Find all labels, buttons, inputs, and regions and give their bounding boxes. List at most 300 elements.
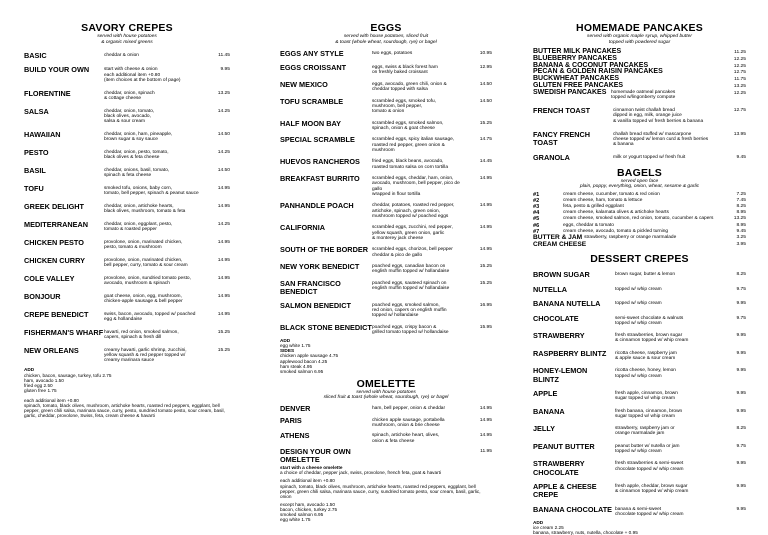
menu-item <box>24 131 230 142</box>
bagel-description: cream cheese, smoked salmon, red onion, tomato, cucumber & capers <box>563 216 714 222</box>
item-description: cheddar, onion, eggplant, pesto, tomato & roasted pepper <box>104 221 173 232</box>
item-description: topped w/ whip cream <box>615 286 662 292</box>
item-price: 9.95 <box>736 350 746 356</box>
bagel-number: #7 <box>533 228 540 235</box>
menu-item <box>24 203 230 214</box>
item-name: FISHERMAN'S WHARF <box>24 327 104 337</box>
item-name: COLE VALLEY <box>24 273 75 283</box>
menu-item <box>533 300 746 308</box>
item-name: SOUTH OF THE BORDER <box>280 245 368 255</box>
item-price: 14.95 <box>479 405 492 411</box>
pancakes-column <box>533 0 746 535</box>
item-price: 9.75 <box>736 286 746 292</box>
omelette-meat-title: except ham, avocado 1.50 <box>280 501 335 507</box>
item-name: FLORENTINE <box>24 88 71 98</box>
savory-crepes-subtitle-2: & organic mixed greens <box>101 39 153 45</box>
item-price: 15.95 <box>479 324 492 330</box>
item-price: 9.75 <box>736 443 746 449</box>
note-line: egg white 1.75 <box>280 517 311 523</box>
menu-item <box>533 315 746 326</box>
menu-item <box>533 107 746 124</box>
item-description: fresh banana, cinnamon, brown sugar topped w/ whip cream <box>615 408 683 419</box>
bagel-price: 7.45 <box>736 197 746 203</box>
item-price: 9.45 <box>736 155 746 161</box>
item-price: 13.95 <box>733 131 746 137</box>
bagel-cream-cheese <box>533 242 746 249</box>
bagel-butter-jam-desc: strawberry, raspberry or orange marmalade <box>584 235 677 241</box>
item-name: NEW ORLEANS <box>24 345 79 355</box>
dessert-add-list <box>533 525 746 535</box>
item-description: cheddar & onion <box>104 52 139 58</box>
pancake-description: homemade oatmeal pancakes topped w/lingonberry compote <box>611 89 676 100</box>
item-name: SPECIAL SCRAMBLE <box>280 135 355 145</box>
menu-item <box>280 448 492 464</box>
pancake-name: PECAN & GOLDEN RAISIN PANCAKES <box>533 68 663 76</box>
bagel-description: feta, pesto & grilled eggplant <box>563 204 624 210</box>
item-name: SAN FRANCISCO BENEDICT <box>280 278 341 297</box>
menu-item <box>280 98 492 115</box>
note-line: applewood bacon 4.25 <box>280 358 328 364</box>
item-description: cheddar, onion, pesto, tomato, black olives & feta cheese <box>104 149 169 160</box>
item-name: DENVER <box>280 403 311 413</box>
item-name: CHOCOLATE <box>533 313 579 323</box>
menu-item <box>280 175 492 197</box>
pancakes-subtitle: served with organic maple syrup, whipped butter <box>587 34 692 39</box>
note-line: ham steak 4.95 <box>280 363 313 369</box>
bagel-description: cream cheese, cucumber, tomato & red onion <box>563 191 660 197</box>
item-name: RASPBERRY BLINTZ <box>533 348 607 358</box>
item-name: PEANUT BUTTER <box>533 441 595 451</box>
item-description: poached eggs, smoked salmon, red onion, capers on english muffin topped w/ hollandaise <box>372 302 447 319</box>
item-description: scrambled eggs, cheddar, ham, onion, avocado, mushroom, bell pepper, pico de gallo wrapped in flour tortilla <box>372 176 460 197</box>
item-description: two eggs, potatoes <box>372 51 413 57</box>
item-description: scrambled eggs, zucchini, red pepper, yellow squash, green onion, garlic & monterey jack cheese <box>372 225 453 241</box>
menu-item <box>533 332 746 343</box>
menu-item <box>533 443 746 454</box>
item-price: 9.95 <box>736 506 746 512</box>
item-price: 14.95 <box>479 225 492 231</box>
item-name: BANANA CHOCOLATE <box>533 504 613 514</box>
item-description: cheddar, onions, basil, tomato, spinach & feta cheese <box>104 167 170 178</box>
bagel-butter-jam-name: BUTTER & JAM <box>533 234 583 242</box>
item-description: provolone, onion, sundried tomato pesto, avocado, mushroom & spinach <box>104 275 191 286</box>
menu-item <box>24 293 230 304</box>
item-name: EGGS CROISSANT <box>280 62 347 72</box>
pancake-name: GLUTEN FREE PANCAKES <box>533 81 624 89</box>
omelette-own-block <box>280 465 492 522</box>
item-price: 9.95 <box>736 333 746 339</box>
item-price: 14.25 <box>217 149 230 155</box>
bagel-price: 9.45 <box>736 228 746 234</box>
menu-item <box>280 136 492 153</box>
item-name: BUILD YOUR OWN <box>24 65 90 75</box>
menu-item <box>533 506 746 517</box>
menu-item <box>280 432 492 443</box>
item-description: provolone, onion, marinated chicken, bell pepper, curry, tomato & sour cream <box>104 257 188 268</box>
item-price: 8.25 <box>736 426 746 432</box>
note-line: smoked salmon 6.95 <box>280 368 324 374</box>
item-name: BROWN SUGAR <box>533 270 590 280</box>
pancakes-subtitle-2: topped with powdered sugar <box>608 39 671 45</box>
item-price: 14.95 <box>479 247 492 253</box>
item-price: 14.95 <box>217 239 230 245</box>
omelette-title: OMELETTE <box>356 377 416 390</box>
menu-item <box>24 347 230 364</box>
menu-item <box>533 131 746 148</box>
savory-add-list <box>24 373 230 393</box>
item-description: fresh strawberries & semi-sweet chocolate topped w/ whip cream <box>615 461 684 472</box>
item-price: 14.95 <box>217 185 230 191</box>
menu-item <box>280 202 492 219</box>
item-description: poached eggs, canadian bacon on english muffin topped w/ hollandaise <box>372 264 450 275</box>
omelette-list <box>280 405 492 464</box>
eggs-subtitle: served with house potatoes, sliced fruit <box>343 34 429 39</box>
menu-item <box>24 52 230 60</box>
item-price: 14.95 <box>217 275 230 281</box>
bagel-price: 8.95 <box>736 222 746 228</box>
item-description: chicken apple sausage, portabella mushroom, onion & brie cheese <box>372 418 445 429</box>
bagel-description: cream cheese, ham, tomato & lettuce <box>563 197 643 203</box>
bagel-price: 13.25 <box>733 216 746 222</box>
bagel-cream-cheese-name: CREAM CHEESE <box>533 240 587 248</box>
item-price: 14.75 <box>479 137 492 143</box>
item-description: cheddar, onion, ham, pineapple, brown sugar & soy sauce <box>104 131 173 142</box>
item-description: cinnamon twist challah bread dipped in egg, milk, orange juice & vanilla topped w/ fresh berries & banana <box>613 108 704 124</box>
item-price: 14.50 <box>217 131 230 137</box>
bagel-description: cream cheese, avocado, tomato & pickled turning <box>563 228 669 234</box>
item-name: PARIS <box>280 416 302 426</box>
omelette-extra-title: each additional item +0.80 <box>280 478 335 484</box>
item-name: MEDITERRANEAN <box>24 219 89 229</box>
note-line: banana, strawberry, nuts, nutella, chocolate + 0.95 <box>533 530 638 535</box>
pancake-name: SWEDISH PANCAKES <box>533 88 607 96</box>
item-price: 15.25 <box>479 264 492 270</box>
pancake-item <box>533 90 746 100</box>
menu-item <box>24 108 230 125</box>
savory-crepes-subtitle: served with house potatoes <box>97 34 157 39</box>
bagel-price: 8.25 <box>736 204 746 210</box>
menu-item <box>24 275 230 286</box>
menu-item <box>24 167 230 178</box>
item-name: CREPE BENEDICT <box>24 309 89 319</box>
item-name: NEW YORK BENEDICT <box>280 262 360 272</box>
item-description: cheddar, onion, artichoke hearts, black olives, mushroom, tomato & feta <box>104 203 186 214</box>
item-description: cheddar, onion, tomato, black olives, avocado, salsa & sour cream <box>104 108 155 124</box>
menu-item <box>24 90 230 101</box>
item-name: NEW MEXICO <box>280 79 328 89</box>
note-line: egg white 1.75 <box>280 343 311 349</box>
pancake-price: 12.25 <box>733 90 746 96</box>
item-name: TOFU <box>24 183 44 193</box>
pancake-price: 12.25 <box>733 56 746 62</box>
item-description: fresh strawberries, brown sugar & cinnamon topped w/ whip cream <box>615 333 689 344</box>
item-price: 14.50 <box>217 167 230 173</box>
item-description: ricotta cheese, raspberry jam & apple sauce & sour cream <box>615 350 677 361</box>
menu-item <box>533 367 746 383</box>
item-price: 14.95 <box>217 293 230 299</box>
item-description: brown sugar, butter & lemon <box>615 272 675 278</box>
menu-item <box>280 324 492 335</box>
menu-item <box>533 425 746 436</box>
omelette-extra-text: spinach, tomato, black olives, mushroom, artichoke hearts, roasted red peppers, eggplant, bell pepper, green chili salsa, marinara sauce, curry, sundried tomato pesto, sour cream, basil, garlic, onion <box>280 483 481 499</box>
omelette-meat-list <box>280 507 492 522</box>
bagel-description: eggs, cheddar & tomato <box>563 222 614 228</box>
item-name: PESTO <box>24 147 49 157</box>
savory-crepes-column <box>24 0 230 418</box>
item-price: 10.95 <box>479 51 492 57</box>
eggs-column <box>280 0 492 522</box>
menu-item <box>280 302 492 319</box>
savory-add-block <box>24 367 230 418</box>
bagel-cream-cheese-price: 3.95 <box>736 241 746 247</box>
menu-item <box>280 246 492 257</box>
eggs-add-label: ADD <box>280 338 291 344</box>
item-name: BANANA NUTELLA <box>533 299 601 309</box>
item-price: 15.25 <box>479 120 492 126</box>
bagel-number: #3 <box>533 204 540 211</box>
bagel-number: #5 <box>533 216 540 223</box>
menu-item <box>24 185 230 196</box>
item-description <box>372 448 470 449</box>
item-description: provolone, onion, marinated chicken, pesto, tomato & mushroom <box>104 239 183 250</box>
pancake-name: BLUEBERRY PANCAKES <box>533 54 617 62</box>
item-price: 12.75 <box>733 108 746 114</box>
bagel-price: 7.25 <box>736 191 746 197</box>
item-name: TOFU SCRAMBLE <box>280 96 344 106</box>
item-price: 12.95 <box>479 64 492 70</box>
item-description: eggs, swiss & black forest ham on freshly baked croissant <box>372 64 438 76</box>
item-name: GREEK DELIGHT <box>24 201 84 211</box>
item-price: 8.25 <box>736 272 746 278</box>
menu-item <box>24 257 230 268</box>
item-name: STRAWBERRY <box>533 331 585 341</box>
pancake-name: BUCKWHEAT PANCAKES <box>533 75 620 83</box>
omelette-subtitle-2: sliced fruit & toast (whole wheat, sourdough, rye) or bagel <box>323 395 449 401</box>
item-name: APPLE <box>533 388 558 398</box>
menu-item <box>280 64 492 75</box>
item-name: SALMON BENEDICT <box>280 300 351 310</box>
item-description: banana & semi-sweet chocolate topped w/ whip cream <box>615 506 684 517</box>
item-name: FRENCH TOAST <box>533 106 591 116</box>
item-name: ATHENS <box>280 431 310 441</box>
menu-item <box>533 286 746 294</box>
pancake-items-list <box>533 107 746 162</box>
item-price: 9.95 <box>736 461 746 467</box>
menu-item <box>533 350 746 361</box>
item-name: BASIL <box>24 165 46 175</box>
item-price: 14.95 <box>479 433 492 439</box>
item-description: cheddar, potatoes, roasted red pepper, artichoke, spinach, green onion, mushroom topped w/ poached eggs <box>372 203 455 219</box>
bagel-number: #6 <box>533 222 540 229</box>
menu-item <box>280 224 492 241</box>
item-price: 16.95 <box>479 302 492 308</box>
item-price: 9.95 <box>736 368 746 374</box>
item-name: CALIFORNIA <box>280 223 325 233</box>
item-name: BLACK STONE BENEDICT <box>280 322 372 332</box>
note-line: bacon, chicken, turkey 2.75 <box>280 506 338 512</box>
item-description: smoked tofu, onions, baby corn, tomato, bell pepper, spinach & peanut sauce <box>104 185 199 196</box>
eggs-sides-list <box>280 353 492 373</box>
menu-item <box>533 390 746 401</box>
item-name: BONJOUR <box>24 291 61 301</box>
savory-extra-title: each additional item +0.80 <box>24 397 79 403</box>
note-line: chicken apple sausage 4.75 <box>280 353 339 359</box>
item-description: scrambled eggs, chorizos, bell pepper cheddar & pico de gallo <box>372 247 453 258</box>
item-price: 9.75 <box>736 315 746 321</box>
dessert-crepes-list <box>533 271 746 517</box>
bagel-number: #2 <box>533 197 540 204</box>
item-name: STRAWBERRY CHOCOLATE <box>533 459 585 477</box>
dessert-crepes-title: DESSERT CREPES <box>590 253 689 266</box>
item-name: BREAKFAST BURRITO <box>280 174 360 184</box>
item-price: 11.95 <box>480 448 492 454</box>
item-description: goat cheese, onion, egg, mushroom, chicken-apple sausage & bell pepper <box>104 293 183 304</box>
item-name: HONEY-LEMON BLINTZ <box>533 366 588 384</box>
menu-item <box>280 81 492 92</box>
item-price: 9.95 <box>220 67 230 73</box>
bagels-list <box>533 192 746 235</box>
menu-item <box>533 154 746 162</box>
item-price: 14.50 <box>479 98 492 104</box>
menu-item <box>533 408 746 419</box>
note-line: ham, avocado 1.50 <box>24 377 64 383</box>
item-description: semi-sweet chocolate & walnuts topped w/ whip cream <box>615 315 684 326</box>
pancake-price: 13.25 <box>733 83 746 89</box>
menu-item <box>24 311 230 322</box>
dessert-add-label: ADD <box>533 519 544 525</box>
omelette-own-line2: a choice of cheddar, pepper jack, swiss, provolone, french feta, goat & havarti <box>280 470 442 476</box>
item-price: 9.95 <box>736 408 746 414</box>
item-description: challah bread stuffed w/ mascarpone cheese topped w/ lemon curd & fresh berries & banana <box>613 131 709 148</box>
omelette-subtitle: served with house potatoes <box>356 389 416 395</box>
item-price: 14.95 <box>479 418 492 424</box>
item-price: 13.25 <box>217 90 230 96</box>
menu-item <box>280 263 492 274</box>
item-description: fresh apple, cinnamon, brown sugar topped w/ whip cream <box>615 390 678 402</box>
item-description: fried eggs, black beans, avocado, roasted tomato salsa on corn tortilla <box>372 159 448 170</box>
bagel-description: cream cheese, kalamata olives & artichoke hearts <box>563 210 669 216</box>
item-name: CHICKEN PESTO <box>24 237 84 247</box>
menu-item <box>24 329 230 340</box>
item-name: DESIGN YOUR OWN OMELETTE <box>280 446 351 465</box>
item-description: eggs, avocado, green chili, onion & cheddar topped with salsa <box>372 81 447 92</box>
item-price: 14.95 <box>479 203 492 209</box>
dessert-add-block <box>533 520 746 535</box>
eggs-subtitle-2: & toast (whole wheat, sourdough, rye) or bagel <box>335 39 437 45</box>
item-price: 9.95 <box>736 301 746 307</box>
item-price: 11.45 <box>218 52 230 58</box>
menu-item <box>280 120 492 131</box>
item-price: 14.25 <box>217 108 230 114</box>
pancake-price: 12.75 <box>733 70 746 76</box>
note-line: chicken, bacon, sausage, turkey, tofu 2.75 <box>24 372 112 378</box>
item-description: scrambled eggs, spicy italian sausage, roasted red pepper, green onion & mushroom <box>372 137 455 153</box>
item-description: poached eggs, crispy bacon & grilled tomato topped w/ hollandaise <box>372 324 449 335</box>
item-description: scrambled eggs, smoked tofu, mushroom, bell pepper, tomato & onion <box>372 98 436 114</box>
pancake-price: 11.75 <box>734 77 746 83</box>
note-line: smoked salmon 6.95 <box>280 512 324 517</box>
savory-crepes-list <box>24 52 230 364</box>
item-description: havarti, red onion, smoked salmon, capers, spinach & fresh dill <box>104 329 179 340</box>
item-description: strawberry, raspberry jam or orange marmalade jam <box>615 426 675 437</box>
item-name: JELLY <box>533 424 556 434</box>
item-price: 14.45 <box>479 159 492 165</box>
item-description: milk or yogurt topped w/ fresh fruit <box>613 155 686 161</box>
menu-item <box>24 239 230 250</box>
menu-item <box>280 280 492 296</box>
menu-item <box>533 460 746 476</box>
item-price: 15.25 <box>479 280 492 286</box>
item-price: 9.95 <box>736 483 746 489</box>
item-description: scrambled eggs, smoked salmon, spinach, onion & goat cheese <box>372 120 444 131</box>
item-description: ricotta cheese, honey, lemon topped w/ whip cream <box>615 368 676 379</box>
item-description: peanut butter w/ nutella or jam topped w/ whip cream <box>615 443 680 454</box>
item-name: HUEVOS RANCHEROS <box>280 157 360 167</box>
menu-item <box>280 405 492 413</box>
item-name: BANANA <box>533 406 565 416</box>
menu-item <box>24 221 230 232</box>
item-price: 14.95 <box>479 176 492 182</box>
item-price: 14.25 <box>217 221 230 227</box>
note-line: ice cream 2.25 <box>533 525 564 531</box>
savory-crepes-title: SAVORY CREPES <box>81 22 173 34</box>
note-line: gluten free 1.75 <box>24 387 57 393</box>
bagel-price: 8.95 <box>736 210 746 216</box>
pancake-price: 12.25 <box>733 63 746 69</box>
menu-item <box>24 149 230 160</box>
item-description: spinach, artichoke heart, olives, onion & feta cheese <box>372 433 440 444</box>
item-name: GRANOLA <box>533 153 570 163</box>
item-price: 9.95 <box>736 390 746 396</box>
item-name: CHICKEN CURRY <box>24 255 85 265</box>
item-description: swiss, bacon, avocado, topped w/ poached egg & hollandaise <box>104 311 196 322</box>
pancake-stack-list <box>533 49 746 100</box>
bagels-subtitle: served open face <box>620 178 659 184</box>
pancake-name: BUTTER MILK PANCAKES <box>533 48 622 55</box>
eggs-add-block <box>280 338 492 374</box>
item-price: 14.95 <box>217 257 230 263</box>
menu-item <box>533 271 746 279</box>
item-name: NUTELLA <box>533 284 568 294</box>
bagel-number: #1 <box>533 191 540 198</box>
item-price: 14.95 <box>217 311 230 317</box>
item-name: APPLE & CHEESE CREPE <box>533 481 597 500</box>
item-price: 14.50 <box>479 81 492 87</box>
eggs-list <box>280 50 492 335</box>
pancake-name: BANANA & COCONUT PANCAKES <box>533 61 649 69</box>
menu-item <box>280 417 492 428</box>
note-line: fried egg 2.50 <box>24 382 53 388</box>
item-description: poached eggs, sauteed spinach on english muffin topped w/ hollandaise <box>372 280 450 292</box>
savory-add-label: ADD <box>24 367 35 373</box>
item-name: HAWAIIAN <box>24 129 61 139</box>
pancake-price: 11.25 <box>734 50 746 55</box>
item-description: topped w/ whip cream <box>615 301 662 307</box>
pancakes-title: HOMEMADE PANCAKES <box>576 22 703 34</box>
item-name: EGGS ANY STYLE <box>280 49 344 59</box>
item-price: 15.25 <box>217 329 230 335</box>
eggs-title: EGGS <box>370 22 402 34</box>
bagels-subtitle-2: plain, poppy, everything, onion, wheat, sesame & garlic <box>579 184 700 190</box>
menu-item <box>280 158 492 169</box>
menu-item <box>280 50 492 58</box>
item-name: HALF MOON BAY <box>280 118 341 128</box>
item-name: PANHANDLE POACH <box>280 201 354 211</box>
item-name: BASIC <box>24 50 47 60</box>
bagel-butter-jam-price: 3.25 <box>736 235 746 241</box>
item-description: fresh apple, cheddar, brown sugar & cinnamon topped w/ whip cream <box>615 483 689 495</box>
item-name: SALSA <box>24 106 49 116</box>
